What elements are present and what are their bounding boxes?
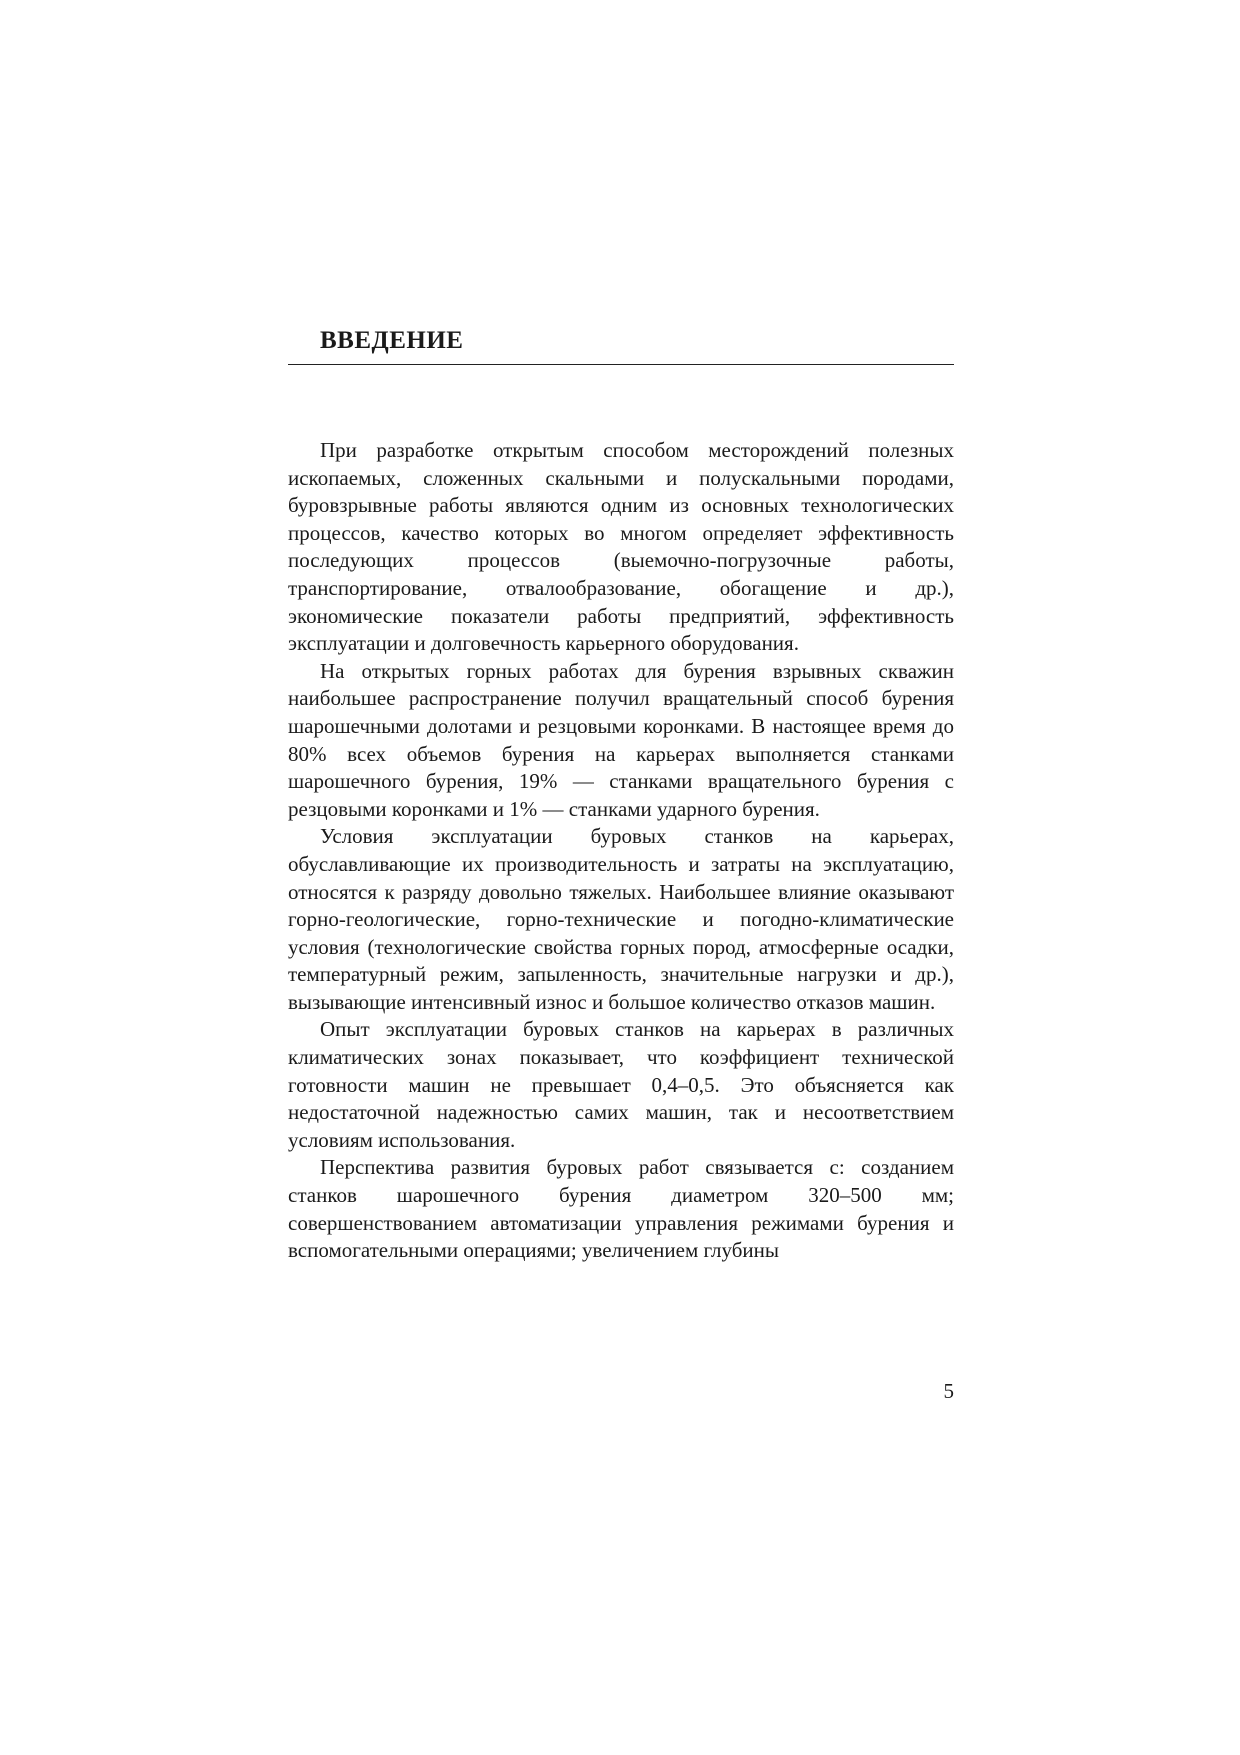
paragraph-5: Перспектива развития буровых работ связывается с: созданием станков шарошечного бурения диаметром 320–500 мм; совершенствованием автоматизации управления режимами бурения и вспомогательными операциями; увеличением глубины xyxy=(288,1155,954,1263)
body-text xyxy=(288,437,954,1265)
paragraph-4: Опыт эксплуатации буровых станков на карьерах в различных климатических зонах показывает, что коэффициент технической готовности машин не превышает 0,4–0,5. Это объясняется как недостаточной надежностью самих машин, так и несоответствием условиям использования. xyxy=(288,1017,954,1152)
paragraph-1: При разработке открытым способом месторождений полезных ископаемых, сложенных скальными и полускальными породами, буровзрывные работы являются одним из основных технологических процессов, качество которых во многом определяет эффективность последующих процессов (выемочно-погрузочные работы, транспортирование, отвалообразование, обогащение и др.), экономические показатели работы предприятий, эффективность эксплуатации и долговечность карьерного оборудования. xyxy=(288,438,954,656)
paragraph-3: Условия эксплуатации буровых станков на карьерах, обуславливающие их производительность и затраты на эксплуатацию, относятся к разряду довольно тяжелых. Наибольшее влияние оказывают горно-геологические, горно-технические и погодно-климатические условия (технологические свойства горных пород, атмосферные осадки, температурный режим, запыленность, значительные нагрузки и др.), вызывающие интенсивный износ и большое количество отказов машин. xyxy=(288,824,954,1014)
page-number: 5 xyxy=(943,1379,954,1403)
paragraph-2: На открытых горных работах для бурения взрывных скважин наибольшее распространение получил вращательный способ бурения шарошечными долотами и резцовыми коронками. В настоящее время до 80% всех объемов бурения на карьерах выполняется станками шарошечного бурения, 19% — станками вращательного бурения с резцовыми коронками и 1% — станками ударного бурения. xyxy=(288,658,954,821)
chapter-heading: ВВЕДЕНИЕ xyxy=(320,327,464,354)
heading-rule xyxy=(288,364,954,365)
